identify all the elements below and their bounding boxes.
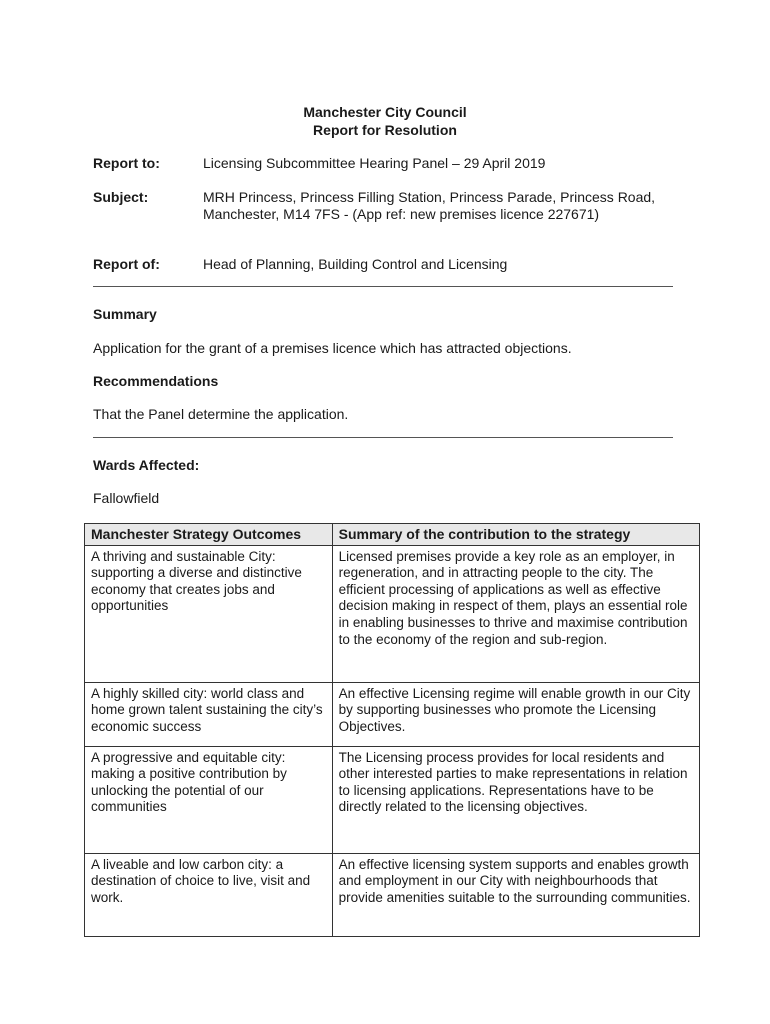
report-to-label: Report to: <box>93 155 160 171</box>
outcome-cell: A progressive and equitable city: making a positive contribution by unlocking the potential of our communities <box>85 746 333 853</box>
outcome-cell: A highly skilled city: world class and home grown talent sustaining the city’s economic success <box>85 682 333 746</box>
outcome-cell: A thriving and sustainable City: supporting a diverse and distinctive economy that creates jobs and opportunities <box>85 545 333 682</box>
strategy-outcomes-table <box>84 523 700 937</box>
report-of-label: Report of: <box>93 256 160 272</box>
contribution-cell: An effective licensing system supports and enables growth and employment in our City with neighbourhoods that provide amenities suitable to the surrounding communities. <box>332 853 699 936</box>
contribution-cell: The Licensing process provides for local residents and other interested parties to make representations in relation to licensing applications. Representations have to be directly related to the licensing objectives. <box>332 746 699 853</box>
subject-value: MRH Princess, Princess Filling Station, Princess Parade, Princess Road, Manchester, M14 7FS - (App ref: new premises licence 227671) <box>203 189 656 222</box>
column-header-outcomes: Manchester Strategy Outcomes <box>85 524 333 546</box>
contribution-cell: An effective Licensing regime will enable growth in our City by supporting businesses who promote the Licensing Objectives. <box>332 682 699 746</box>
column-header-contribution: Summary of the contribution to the strategy <box>332 524 699 546</box>
divider-line <box>93 286 673 287</box>
report-type-title: Report for Resolution <box>313 122 457 138</box>
recommendations-text: That the Panel determine the application. <box>93 406 349 422</box>
table-header-row <box>85 524 700 546</box>
table-row <box>85 682 700 746</box>
subject-label: Subject: <box>93 189 149 205</box>
outcome-cell: A liveable and low carbon city: a destination of choice to live, visit and work. <box>85 853 333 936</box>
wards-heading: Wards Affected: <box>93 457 200 473</box>
recommendations-heading: Recommendations <box>93 373 219 389</box>
contribution-cell: Licensed premises provide a key role as an employer, in regeneration, and in attracting people to the city. The efficient processing of applications as well as effective decision making in respect of them, plays an essential role in enabling businesses to thrive and maximise contribution to the economy of the region and sub-region. <box>332 545 699 682</box>
council-title: Manchester City Council <box>303 104 467 120</box>
report-of-value: Head of Planning, Building Control and Licensing <box>203 256 508 272</box>
table-row <box>85 545 700 682</box>
wards-text: Fallowfield <box>93 490 160 506</box>
table-row <box>85 853 700 936</box>
summary-heading: Summary <box>93 306 157 322</box>
divider-line <box>93 437 673 438</box>
summary-text: Application for the grant of a premises licence which has attracted objections. <box>93 340 572 356</box>
table-row <box>85 746 700 853</box>
report-to-value: Licensing Subcommittee Hearing Panel – 29 April 2019 <box>203 155 546 171</box>
